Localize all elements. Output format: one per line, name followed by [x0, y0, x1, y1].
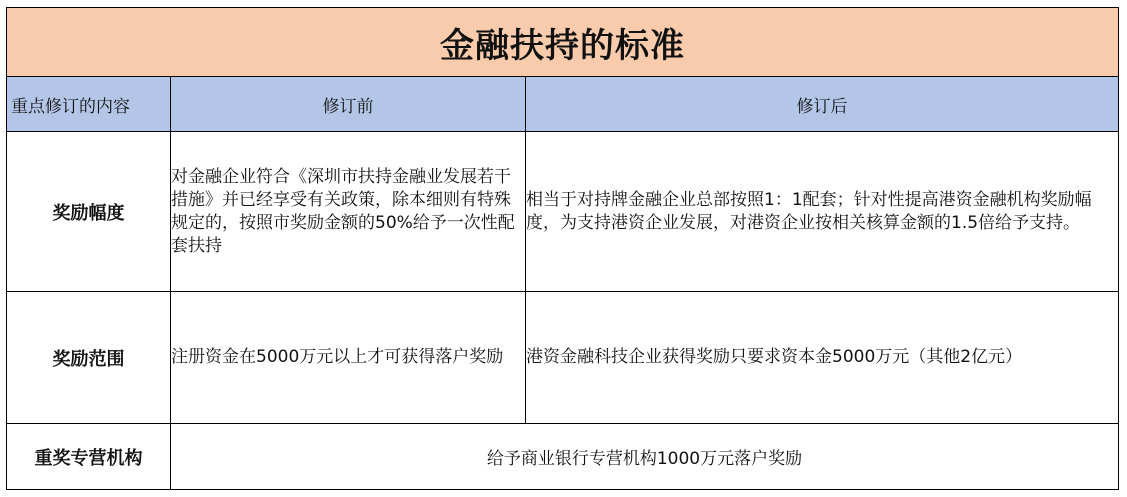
table-row-specialized-institutions [7, 424, 1119, 490]
header-row [7, 77, 1119, 132]
cell-merged-specialized-institutions: 给予商业银行专营机构1000万元落户奖励 [171, 424, 1119, 490]
support-standards-table [6, 7, 1119, 490]
header-key-content: 重点修订的内容 [7, 77, 171, 132]
cell-before-reward-amount: 对金融企业符合《深圳市扶持金融业发展若干措施》并已经享受有关政策，除本细则有特殊规定的，按照市奖励金额的50%给予一次性配套扶持 [171, 132, 526, 292]
table-row-reward-amount [7, 132, 1119, 292]
table-row-reward-scope [7, 292, 1119, 424]
header-after: 修订后 [526, 77, 1119, 132]
row-label-reward-scope: 奖励范围 [7, 292, 171, 424]
table-title: 金融扶持的标准 [7, 8, 1119, 77]
row-label-reward-amount: 奖励幅度 [7, 132, 171, 292]
header-before: 修订前 [171, 77, 526, 132]
cell-after-reward-scope: 港资金融科技企业获得奖励只要求资本金5000万元（其他2亿元） [526, 292, 1119, 424]
title-row [7, 8, 1119, 77]
cell-after-reward-amount: 相当于对持牌金融企业总部按照1：1配套；针对性提高港资金融机构奖励幅度，为支持港资企业发展，对港资企业按相关核算金额的1.5倍给予支持。 [526, 132, 1119, 292]
cell-before-reward-scope: 注册资金在5000万元以上才可获得落户奖励 [171, 292, 526, 424]
row-label-specialized-institutions: 重奖专营机构 [7, 424, 171, 490]
